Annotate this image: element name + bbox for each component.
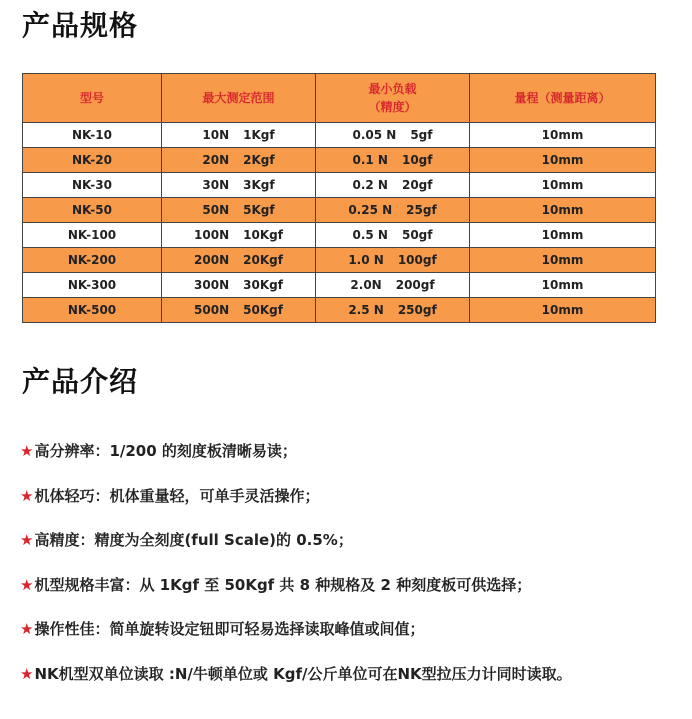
star-icon: ★	[20, 531, 34, 550]
cell-min-n: 2.5 N	[348, 303, 384, 317]
feature-item	[20, 440, 680, 485]
cell-min-gf: 5gf	[410, 128, 433, 142]
cell-min-gf: 10gf	[401, 153, 433, 167]
cell-max-kgf: 1Kgf	[243, 128, 275, 142]
cell-max-n: 10N	[202, 128, 230, 142]
cell-min-load	[316, 298, 470, 323]
feature-text: 机型规格丰富：从 1Kgf 至 50Kgf 共 8 种规格及 2 种刻度板可供选择；	[34, 575, 532, 594]
cell-model: NK-30	[23, 173, 162, 198]
cell-min-n: 0.2 N	[352, 178, 388, 192]
cell-max-range	[162, 298, 316, 323]
star-icon: ★	[20, 442, 34, 460]
cell-min-gf: 25gf	[406, 203, 437, 217]
feature-text: NK机型双单位读取 :N/牛顿单位或 Kgf/公斤单位可在NK型拉压力计同时读取。	[34, 664, 572, 683]
cell-min-load	[316, 173, 470, 198]
cell-max-range	[162, 148, 316, 173]
table-row	[23, 173, 656, 198]
cell-max-range	[162, 123, 316, 148]
cell-max-kgf: 50Kgf	[243, 303, 283, 317]
header-min-load-label: 最小负载	[368, 82, 417, 96]
cell-max-kgf: 3Kgf	[243, 178, 275, 192]
cell-max-range	[162, 198, 316, 223]
cell-range: 10mm	[470, 123, 656, 148]
cell-min-gf: 50gf	[401, 228, 433, 242]
cell-min-load	[316, 123, 470, 148]
cell-min-n: 2.0N	[350, 278, 382, 292]
cell-max-range	[162, 173, 316, 198]
star-icon: ★	[20, 620, 34, 639]
cell-max-n: 30N	[202, 178, 230, 192]
header-precision-label: （精度）	[368, 100, 417, 114]
cell-min-load	[316, 223, 470, 248]
feature-list	[20, 440, 680, 708]
cell-min-load	[316, 198, 470, 223]
spec-section-title: 产品规格	[22, 9, 139, 42]
header-measuring-range: 量程（测量距离）	[470, 74, 656, 123]
cell-model: NK-50	[23, 198, 162, 223]
cell-model: NK-200	[23, 248, 162, 273]
table-row	[23, 248, 656, 273]
cell-model: NK-300	[23, 273, 162, 298]
cell-min-gf: 100gf	[397, 253, 437, 267]
cell-min-gf: 200gf	[395, 278, 435, 292]
cell-min-n: 0.1 N	[352, 153, 388, 167]
cell-max-kgf: 20Kgf	[243, 253, 283, 267]
table-row	[23, 148, 656, 173]
cell-max-kgf: 10Kgf	[243, 228, 283, 242]
feature-text: 高分辨率：1/200 的刻度板清晰易读；	[34, 442, 297, 460]
cell-min-n: 0.05 N	[352, 128, 397, 142]
feature-item	[20, 574, 680, 619]
cell-max-n: 20N	[202, 153, 230, 167]
cell-range: 10mm	[470, 298, 656, 323]
cell-range: 10mm	[470, 248, 656, 273]
cell-max-kgf: 5Kgf	[243, 203, 275, 217]
cell-model: NK-20	[23, 148, 162, 173]
cell-min-n: 0.25 N	[348, 203, 393, 217]
feature-item	[20, 529, 680, 574]
table-row	[23, 273, 656, 298]
cell-max-n: 50N	[202, 203, 230, 217]
cell-max-n: 300N	[194, 278, 230, 292]
cell-min-gf: 20gf	[401, 178, 433, 192]
intro-section-title: 产品介绍	[22, 365, 139, 398]
header-min-load	[316, 74, 470, 123]
cell-range: 10mm	[470, 273, 656, 298]
cell-range: 10mm	[470, 148, 656, 173]
cell-min-load	[316, 273, 470, 298]
cell-max-kgf: 2Kgf	[243, 153, 275, 167]
cell-min-load	[316, 148, 470, 173]
header-model: 型号	[23, 74, 162, 123]
cell-max-range	[162, 273, 316, 298]
star-icon: ★	[20, 664, 34, 683]
table-row	[23, 223, 656, 248]
cell-min-load	[316, 248, 470, 273]
header-max-range: 最大测定范围	[162, 74, 316, 123]
cell-min-n: 0.5 N	[352, 228, 388, 242]
cell-range: 10mm	[470, 173, 656, 198]
feature-item	[20, 618, 680, 663]
cell-max-kgf: 30Kgf	[243, 278, 283, 292]
cell-max-range	[162, 248, 316, 273]
feature-item	[20, 485, 680, 530]
star-icon: ★	[20, 575, 34, 594]
table-row	[23, 123, 656, 148]
feature-text: 操作性佳：简单旋转设定钮即可轻易选择读取峰值或间值；	[34, 620, 425, 639]
cell-max-n: 100N	[194, 228, 230, 242]
cell-min-gf: 250gf	[397, 303, 437, 317]
cell-model: NK-500	[23, 298, 162, 323]
cell-min-n: 1.0 N	[348, 253, 384, 267]
feature-text: 高精度：精度为全刻度(full Scale)的 0.5%；	[34, 531, 353, 550]
cell-model: NK-100	[23, 223, 162, 248]
table-row	[23, 298, 656, 323]
cell-max-n: 200N	[194, 253, 230, 267]
spec-table-header-row	[23, 74, 656, 123]
cell-range: 10mm	[470, 198, 656, 223]
cell-range: 10mm	[470, 223, 656, 248]
cell-max-n: 500N	[194, 303, 230, 317]
cell-model: NK-10	[23, 123, 162, 148]
feature-item	[20, 663, 680, 708]
spec-table	[22, 73, 656, 323]
table-row	[23, 198, 656, 223]
cell-max-range	[162, 223, 316, 248]
star-icon: ★	[20, 486, 34, 505]
feature-text: 机体轻巧：机体重量轻，可单手灵活操作；	[34, 486, 320, 505]
